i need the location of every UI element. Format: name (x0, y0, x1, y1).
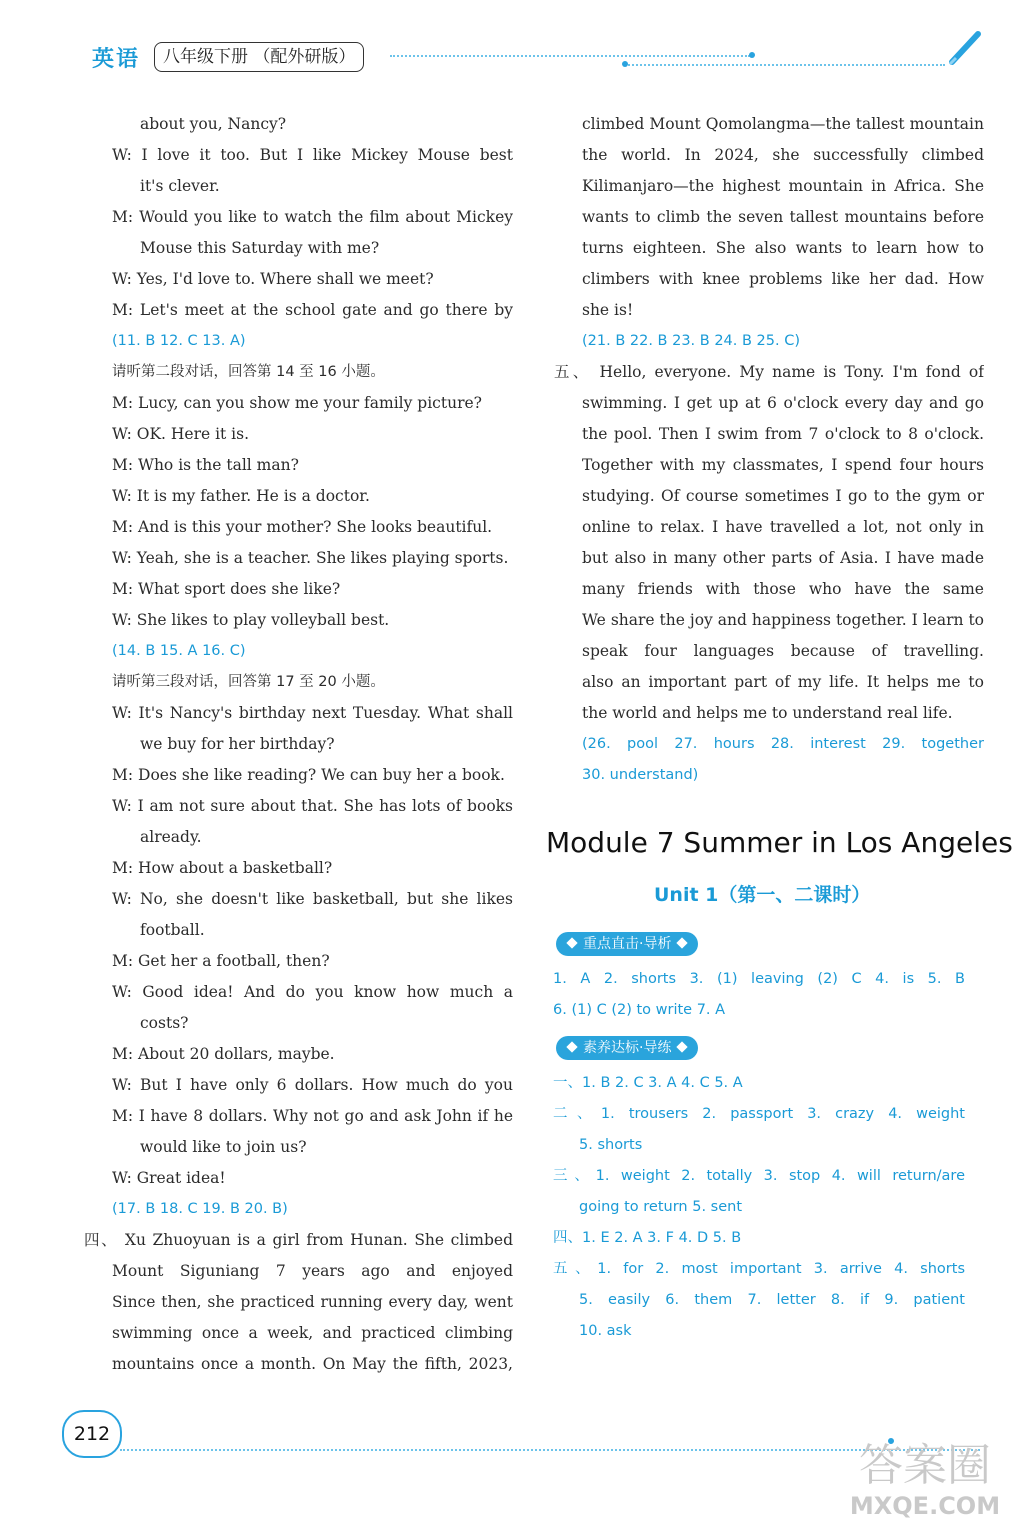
module-title: Module 7 Summer in Los Angeles (546, 826, 1013, 859)
text-line: the world. In 2024, she successfully climbed (582, 146, 984, 164)
text-line: 五、 Hello, everyone. My name is Tony. I'm fond of (554, 363, 984, 381)
header-dot-2 (622, 61, 628, 67)
text-line: 四、 Xu Zhuoyuan is a girl from Hunan. She climbed (84, 1231, 513, 1249)
text-line: 5. easily 6. them 7. letter 8. if 9. patient (579, 1292, 965, 1308)
text-line: costs? (140, 1014, 189, 1032)
text-line: (21. B 22. B 23. B 24. B 25. C) (582, 333, 801, 349)
diamond-icon (677, 1041, 688, 1052)
text-line: W: I love it too. But I like Mickey Mouse best (112, 146, 513, 164)
pill-label: 素养达标·导练 (583, 1040, 672, 1056)
text-line: M: Get her a football, then? (112, 952, 330, 970)
text-line: 1. A 2. shorts 3. (1) leaving (2) C 4. is 5. B (553, 971, 965, 987)
text-line: the world and helps me to understand real life. (582, 704, 953, 722)
section-pill-key-points (556, 932, 698, 956)
text-line: we buy for her birthday? (140, 735, 335, 753)
text-line: would like to join us? (140, 1138, 307, 1156)
unit-title: Unit 1（第一、二课时） (654, 884, 871, 906)
text-line: M: About 20 dollars, maybe. (112, 1045, 335, 1063)
text-line: We share the joy and happiness together. I learn to (582, 611, 984, 629)
text-line: online to relax. I have travelled a lot, not only in (582, 518, 984, 536)
text-line: W: She likes to play volleyball best. (112, 611, 390, 629)
page-number: 212 (62, 1410, 122, 1458)
text-line: already. (140, 828, 202, 846)
text-line: M: What sport does she like? (112, 580, 341, 598)
text-line: football. (140, 921, 205, 939)
text-line: Mouse this Saturday with me? (140, 239, 380, 257)
text-line: M: And is this your mother? She looks beautiful. (112, 518, 493, 536)
text-line: M: Would you like to watch the film about Mickey (112, 208, 513, 226)
text-line: swimming. I get up at 6 o'clock every day and go (582, 394, 984, 412)
right-column (554, 109, 984, 791)
text-line: studying. Of course sometimes I go to the gym or (582, 487, 984, 505)
text-line: W: OK. Here it is. (112, 425, 250, 443)
text-line: 5. shorts (579, 1137, 643, 1153)
text-line: 三、1. weight 2. totally 3. stop 4. will return/are (553, 1168, 965, 1184)
text-line: W: It's Nancy's birthday next Tuesday. What shall (112, 704, 513, 722)
text-line: W: No, she doesn't like basketball, but she likes (112, 890, 513, 908)
page-header (0, 0, 1024, 80)
text-line: 一、1. B 2. C 3. A 4. C 5. A (553, 1075, 743, 1091)
text-line: M: How about a basketball? (112, 859, 333, 877)
text-line: (14. B 15. A 16. C) (112, 643, 246, 659)
text-line: 6. (1) C (2) to write 7. A (553, 1002, 726, 1018)
diamond-icon (566, 937, 577, 948)
text-line: many friends with those who have the same (582, 580, 984, 598)
text-line: mountains once a month. On May the fifth, 2023, (112, 1355, 513, 1373)
practice-answers (553, 1068, 965, 1347)
left-column (84, 109, 513, 1380)
text-line: Kilimanjaro—the highest mountain in Africa. She (582, 177, 984, 195)
key-points-answers (553, 964, 965, 1026)
text-line: wants to climb the seven tallest mountains before (582, 208, 984, 226)
text-line: 四、1. E 2. A 3. F 4. D 5. B (553, 1230, 742, 1246)
text-line: (11. B 12. C 13. A) (112, 333, 246, 349)
text-line: (26. pool 27. hours 28. interest 29. together (582, 736, 984, 752)
text-line: M: I have 8 dollars. Why not go and ask John if he (112, 1107, 513, 1125)
text-line: swimming once a week, and practiced climbing (112, 1324, 513, 1342)
watermark (835, 1440, 1015, 1520)
text-line: also an important part of my life. It helps me to (582, 673, 984, 691)
text-line: 请听第三段对话，回答第 17 至 20 小题。 (112, 674, 385, 690)
text-line: it's clever. (140, 177, 220, 195)
text-line: the pool. Then I swim from 7 o'clock to 8 o'clock. (582, 425, 984, 443)
header-dotted-line (390, 55, 750, 57)
text-line: going to return 5. sent (579, 1199, 743, 1215)
text-line: M: Does she like reading? We can buy her a book. (112, 766, 505, 784)
pill-label: 重点直击·导析 (583, 936, 672, 952)
text-line: W: Yeah, she is a teacher. She likes playing sports. (112, 549, 509, 567)
text-line: she is! (582, 301, 634, 319)
text-line: W: But I have only 6 dollars. How much do you (112, 1076, 513, 1094)
text-line: speak four languages because of travelling. (582, 642, 984, 660)
header-dotted-line-2 (625, 64, 945, 66)
text-line: (17. B 18. C 19. B 20. B) (112, 1201, 288, 1217)
text-line: W: Yes, I'd love to. Where shall we meet? (112, 270, 434, 288)
diamond-icon (566, 1041, 577, 1052)
text-line: W: I am not sure about that. She has lots of books (112, 797, 513, 815)
subject-label: 英语 (92, 47, 141, 72)
text-line: Since then, she practiced running every day, went (112, 1293, 513, 1311)
grade-label: 八年级下册 （配外研版） (154, 42, 364, 72)
text-line: turns eighteen. She also wants to learn how to (582, 239, 984, 257)
text-line: but also in many other parts of Asia. I have made (582, 549, 984, 567)
watermark-url: MXQE.COM (849, 1492, 1001, 1520)
text-line: Mount Siguniang 7 years ago and enjoyed (112, 1262, 513, 1280)
text-line: W: Great idea! (112, 1169, 226, 1187)
text-line: 五、1. for 2. most important 3. arrive 4. shorts (553, 1261, 965, 1277)
text-line: M: Who is the tall man? (112, 456, 299, 474)
diamond-icon (677, 937, 688, 948)
header-dot (749, 52, 755, 58)
section-pill-practice (556, 1036, 698, 1060)
text-line: M: Let's meet at the school gate and go there by (112, 301, 513, 319)
text-line: climbed Mount Qomolangma—the tallest mountain (582, 115, 984, 133)
text-line: about you, Nancy? (140, 115, 287, 133)
pen-icon (944, 26, 986, 68)
text-line: 请听第二段对话，回答第 14 至 16 小题。 (112, 364, 385, 380)
text-line: Together with my classmates, I spend four hours (582, 456, 984, 474)
text-line: M: Lucy, can you show me your family picture? (112, 394, 482, 412)
text-line: 二、1. trousers 2. passport 3. crazy 4. weight (553, 1106, 965, 1122)
watermark-logo: 答案圈 (859, 1440, 991, 1491)
text-line: W: It is my father. He is a doctor. (112, 487, 370, 505)
text-line: climbers with knee problems like her dad. How (582, 270, 984, 288)
text-line: W: Good idea! And do you know how much a (112, 983, 513, 1001)
text-line: 10. ask (579, 1323, 632, 1339)
text-line: 30. understand) (582, 767, 699, 783)
